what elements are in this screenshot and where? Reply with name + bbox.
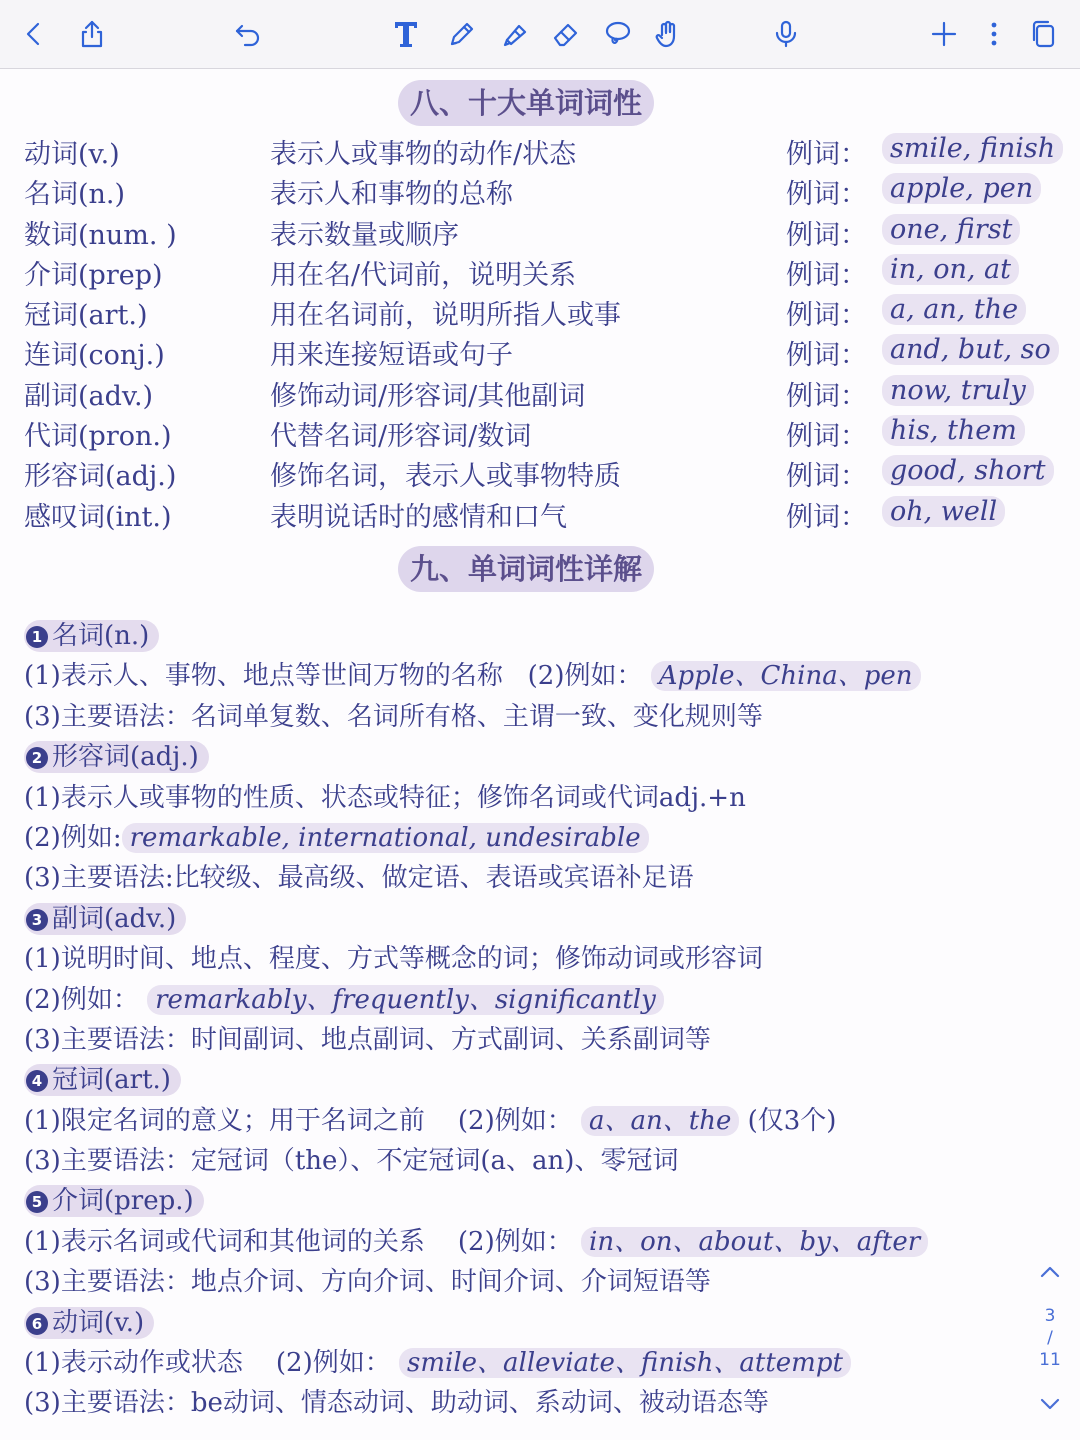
parts-of-speech-table	[0, 130, 1080, 533]
detail-line	[24, 656, 1064, 696]
pos-description: 用在名/代词前，说明关系	[270, 259, 577, 291]
example-label: 例词：	[786, 461, 867, 493]
total-pages: 11	[1039, 1350, 1061, 1370]
table-row	[0, 372, 1080, 412]
example-label: 例词：	[786, 300, 867, 332]
example-words: in、on、about、by、after	[581, 1227, 928, 1257]
section-number: 4	[26, 1070, 48, 1092]
detail-line	[24, 1343, 1064, 1383]
section-number: 1	[26, 626, 48, 648]
pos-description: 修饰动词/形容词/其他副词	[270, 380, 586, 412]
example-label: (2)例如：	[24, 984, 139, 1015]
section-number: 2	[26, 747, 48, 769]
eraser-tool-icon[interactable]	[546, 14, 586, 54]
section-title: 动词(v.)	[52, 1307, 145, 1338]
section-label	[24, 1064, 181, 1096]
more-icon[interactable]	[974, 14, 1014, 54]
example-words: in, on, at	[882, 254, 1019, 285]
pages-icon[interactable]	[1024, 14, 1064, 54]
example-words: good, short	[882, 455, 1054, 486]
section-label	[24, 741, 209, 773]
table-row	[0, 211, 1080, 251]
text-tool-icon[interactable]	[386, 14, 426, 54]
chevron-up-icon[interactable]	[1036, 1262, 1064, 1282]
section8-title: 八、十大单词词性	[398, 80, 654, 126]
section-number: 3	[26, 909, 48, 931]
section-label	[24, 1307, 154, 1339]
lasso-tool-icon[interactable]	[598, 14, 638, 54]
example-label: (2)例如：	[527, 661, 643, 692]
section-number: 6	[26, 1313, 48, 1335]
pos-name: 连词(conj.)	[24, 340, 165, 372]
detail-line: (3)主要语法:比较级、最高级、做定语、表语或宾语补足语	[24, 863, 694, 894]
section-header-adjective	[24, 737, 1064, 777]
example-label: 例词：	[786, 219, 867, 251]
table-row	[0, 452, 1080, 492]
definition-text: (1)表示动作或状态	[24, 1348, 243, 1379]
detail-line: (3)主要语法：时间副词、地点副词、方式副词、关系副词等	[24, 1024, 711, 1055]
example-words: remarkable, international, undesirable	[122, 823, 649, 853]
section-title: 冠词(art.)	[52, 1065, 171, 1096]
example-words: one, first	[882, 214, 1020, 245]
example-words: remarkably、frequently、significantly	[147, 985, 664, 1015]
hand-tool-icon[interactable]	[648, 14, 688, 54]
example-label: 例词：	[786, 501, 867, 533]
section-number: 5	[26, 1191, 48, 1213]
example-label: (2)例如：	[457, 1226, 573, 1257]
note-toolbar	[0, 0, 1080, 69]
table-row	[0, 251, 1080, 291]
table-row	[0, 331, 1080, 371]
section-title: 形容词(adj.)	[52, 742, 199, 773]
section-header-verb	[24, 1303, 1064, 1343]
example-label: 例词：	[786, 340, 867, 372]
detail-line: (3)主要语法：be动词、情态动词、助动词、系动词、被动语态等	[24, 1388, 769, 1419]
section-title: 介词(prep.)	[52, 1186, 194, 1217]
pos-name: 动词(v.)	[24, 139, 120, 170]
section-header-noun	[24, 616, 1064, 656]
page-separator: /	[1047, 1328, 1053, 1348]
note-canvas[interactable]	[0, 68, 1080, 1440]
detail-line: (1)说明时间、地点、程度、方式等概念的词；修饰动词或形容词	[24, 944, 763, 975]
table-row	[0, 291, 1080, 331]
share-icon[interactable]	[72, 14, 112, 54]
pos-name: 数词(num. )	[24, 219, 177, 251]
example-label: 例词：	[786, 259, 867, 291]
chevron-down-icon[interactable]	[1036, 1394, 1064, 1414]
table-row	[0, 170, 1080, 210]
example-words: apple, pen	[882, 173, 1041, 204]
detail-line: (3)主要语法：定冠词（the）、不定冠词(a、an)、零冠词	[24, 1146, 679, 1177]
table-row	[0, 493, 1080, 533]
detail-line: (3)主要语法：地点介词、方向介词、时间介词、介词短语等	[24, 1267, 711, 1298]
pos-name: 感叹词(int.)	[24, 501, 172, 533]
pos-name: 副词(adv.)	[24, 380, 154, 412]
table-row	[0, 412, 1080, 452]
section-title: 副词(adv.)	[52, 903, 177, 934]
table-row	[0, 130, 1080, 170]
example-words: oh, well	[882, 496, 1005, 527]
pos-name: 冠词(art.)	[24, 300, 148, 332]
detail-line	[24, 818, 1064, 858]
example-words: and, but, so	[882, 334, 1059, 365]
section-label	[24, 620, 159, 652]
microphone-icon[interactable]	[766, 14, 806, 54]
example-words: now, truly	[882, 375, 1034, 406]
pos-description: 表明说话时的感情和口气	[270, 501, 567, 533]
example-label: (2)例如：	[275, 1348, 391, 1379]
example-label: 例词：	[786, 179, 867, 211]
detail-line	[24, 1101, 1064, 1141]
example-words: smile、alleviate、finish、attempt	[399, 1348, 851, 1378]
example-words: his, them	[882, 415, 1025, 446]
pos-name: 名词(n.)	[24, 179, 126, 211]
detail-line: (1)表示人或事物的性质、状态或特征；修饰名词或代词adj.+n	[24, 782, 746, 813]
pos-description: 表示数量或顺序	[270, 219, 459, 251]
note-text: (仅3个)	[747, 1105, 837, 1136]
definition-text: (1)限定名词的意义；用于名词之前	[24, 1105, 425, 1136]
example-label: 例词：	[786, 380, 867, 412]
example-label: 例词：	[786, 421, 867, 453]
section-label	[24, 1185, 204, 1217]
pos-name: 介词(prep)	[24, 259, 163, 291]
pos-name: 代词(pron.)	[24, 421, 172, 453]
pos-description: 用在名词前，说明所指人或事	[270, 300, 621, 332]
example-words: a, an, the	[882, 294, 1026, 325]
example-label: (2)例如：	[457, 1105, 573, 1136]
back-icon[interactable]	[14, 14, 54, 54]
section-header-adverb	[24, 899, 1064, 939]
pos-description: 修饰名词，表示人或事物特质	[270, 461, 621, 493]
section-header-preposition	[24, 1181, 1064, 1221]
detail-line	[24, 980, 1064, 1020]
add-icon[interactable]	[924, 14, 964, 54]
section-title: 名词(n.)	[52, 621, 150, 651]
pos-description: 表示人或事物的动作/状态	[270, 139, 577, 170]
pos-description: 用来连接短语或句子	[270, 340, 513, 372]
pos-details	[24, 616, 1064, 1424]
section-header-article	[24, 1060, 1064, 1100]
example-words: smile, finish	[882, 133, 1063, 164]
definition-text: (1)表示名词或代词和其他词的关系	[24, 1226, 425, 1257]
example-label: (2)例如:	[24, 822, 122, 853]
highlighter-tool-icon[interactable]	[494, 14, 534, 54]
section9-title: 九、单词词性详解	[398, 546, 654, 592]
pos-description: 代替名词/形容词/数词	[270, 421, 532, 453]
detail-line: (3)主要语法：名词单复数、名词所有格、主谓一致、变化规则等	[24, 701, 763, 732]
pos-description: 表示人和事物的总称	[270, 179, 513, 211]
detail-line	[24, 1222, 1064, 1262]
undo-icon[interactable]	[228, 14, 268, 54]
definition-text: (1)表示人、事物、地点等世间万物的名称	[24, 661, 503, 692]
example-words: a、an、the	[581, 1106, 739, 1136]
pos-name: 形容词(adj.)	[24, 461, 177, 493]
example-words: Apple、China、pen	[651, 661, 921, 691]
section-label	[24, 903, 186, 935]
example-label: 例词：	[786, 139, 867, 170]
current-page: 3	[1044, 1306, 1056, 1326]
page-indicator	[1030, 1262, 1070, 1422]
pen-tool-icon[interactable]	[442, 14, 482, 54]
